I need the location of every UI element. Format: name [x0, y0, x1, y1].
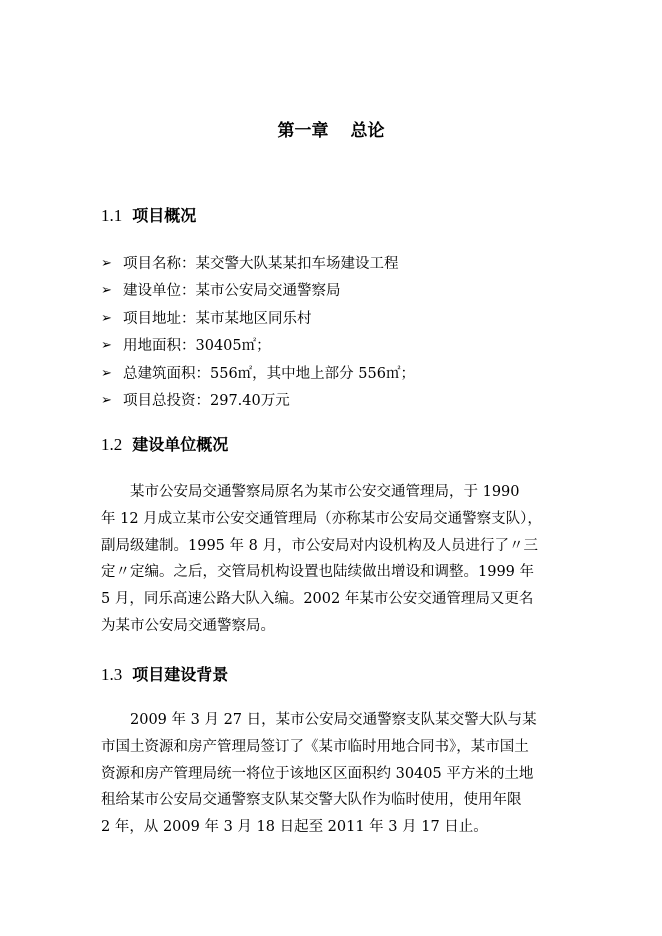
section-title: 建设单位概况	[132, 435, 229, 454]
list-item	[101, 305, 415, 333]
list-item-text: 用地面积：30405㎡；	[123, 338, 271, 355]
paragraph-line: 租给某市公安局交通警察支队某交警大队作为临时使用，使用年限	[101, 792, 522, 809]
paragraph-line: 定〃定编。之后，交管局机构设置也陆续做出增设和调整。1999 年	[101, 564, 535, 581]
list-item-text: 总建筑面积：556㎡，其中地上部分 556㎡；	[123, 365, 415, 382]
list-item	[101, 360, 415, 388]
section-number: 1.2	[101, 435, 123, 454]
paragraph-line: 某市公安局交通警察局原名为某市公安交通管理局，于 1990	[101, 484, 520, 500]
section-number: 1.1	[101, 206, 123, 225]
project-overview-list	[101, 250, 415, 415]
chapter-title	[0, 116, 662, 141]
arrow-bullet-icon: ➢	[101, 338, 112, 354]
builder-overview-paragraph	[101, 479, 561, 640]
section-title: 项目概况	[132, 206, 197, 225]
section-heading-1-3	[101, 662, 228, 685]
list-item	[101, 333, 415, 361]
background-paragraph	[101, 707, 561, 841]
section-heading-1-1	[101, 203, 196, 226]
section-title: 项目建设背景	[132, 665, 229, 684]
list-item	[101, 250, 415, 278]
paragraph-line: 为某市公安局交通警察局。	[101, 617, 275, 634]
paragraph-line: 2 年，从 2009 年 3 月 18 日起至 2011 年 3 月 17 日止。	[101, 819, 488, 836]
chapter-name: 总论	[350, 121, 385, 141]
arrow-bullet-icon: ➢	[101, 255, 112, 271]
section-heading-1-2	[101, 432, 228, 455]
section-number: 1.3	[101, 665, 123, 684]
paragraph-line: 2009 年 3 月 27 日，某市公安局交通警察支队某交警大队与某	[101, 712, 537, 728]
arrow-bullet-icon: ➢	[101, 310, 112, 326]
paragraph-line: 市国土资源和房产管理局签订了《某市临时用地合同书》，某市国土	[101, 738, 529, 755]
chapter-label: 第一章	[277, 121, 329, 141]
arrow-bullet-icon: ➢	[101, 365, 112, 381]
list-item-text: 项目总投资：297.40万元	[123, 393, 290, 410]
list-item	[101, 388, 415, 416]
list-item-text: 项目名称：某交警大队某某扣车场建设工程	[123, 255, 399, 272]
list-item-text: 建设单位：某市公安局交通警察局	[123, 283, 341, 300]
arrow-bullet-icon: ➢	[101, 283, 112, 299]
list-item	[101, 278, 415, 306]
paragraph-line: 5 月，同乐高速公路大队入编。2002 年某市公安交通管理局又更名	[101, 591, 534, 608]
paragraph-line: 年 12 月成立某市公安交通管理局（亦称某市公安局交通警察支队），	[101, 510, 542, 527]
paragraph-line: 资源和房产管理局统一将位于该地区区面积约 30405 平方米的土地	[101, 765, 534, 782]
arrow-bullet-icon: ➢	[101, 393, 112, 409]
paragraph-line: 副局级建制。1995 年 8 月，市公安局对内设机构及人员进行了〃三	[101, 537, 538, 554]
list-item-text: 项目地址：某市某地区同乐村	[123, 310, 312, 327]
